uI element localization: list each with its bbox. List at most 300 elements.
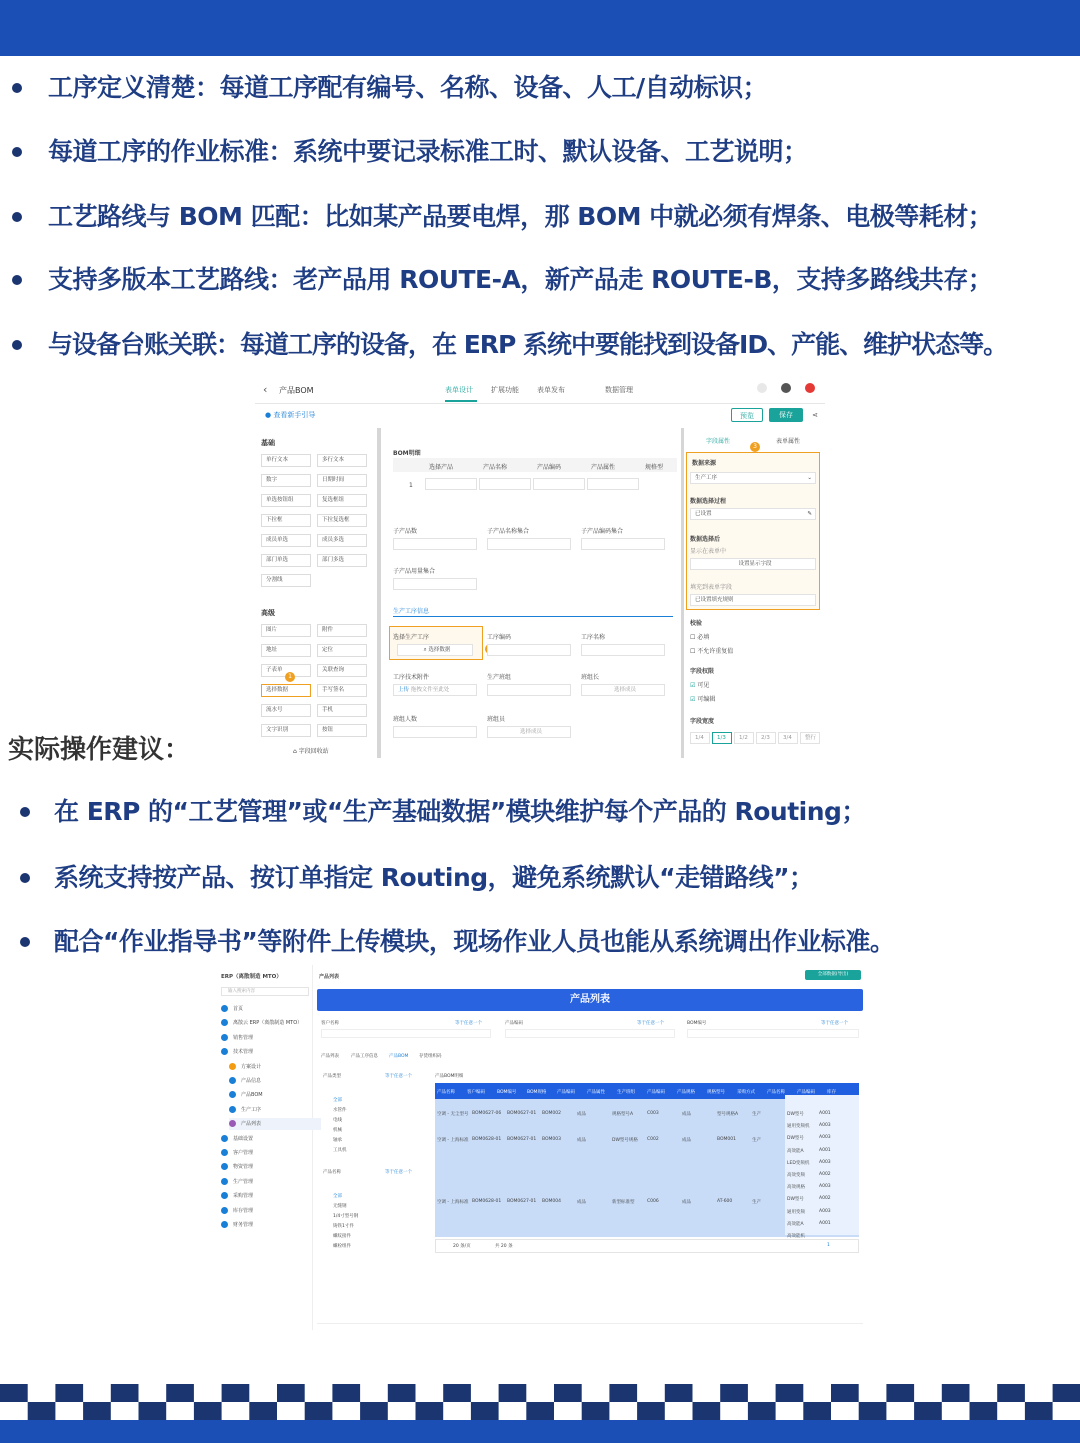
table-cell: 生产: [752, 1112, 761, 1117]
tree-item[interactable]: 机械: [333, 1128, 342, 1133]
tree-item[interactable]: 轴承: [333, 1138, 342, 1143]
sub-tab-active[interactable]: 产品BOM: [389, 1054, 409, 1059]
filter-mode[interactable]: 等于任意一个: [821, 1021, 848, 1026]
field-label: 工序编码: [487, 634, 512, 641]
menu-icon: [221, 1034, 228, 1041]
bom-column: 选择产品: [429, 464, 454, 471]
component-item[interactable]: 单行文本: [261, 454, 311, 467]
chevron-left-icon[interactable]: ‹: [263, 383, 268, 396]
table-cell: 成品: [682, 1112, 691, 1117]
sub-tab[interactable]: 存货组织码: [419, 1054, 442, 1059]
table-cell: BOM001: [717, 1137, 737, 1142]
component-item[interactable]: 附件: [317, 624, 367, 637]
table-cell: BOM0628-01: [472, 1199, 502, 1204]
component-item[interactable]: 部门多选: [317, 554, 367, 567]
tab-form-props[interactable]: 表单属性: [776, 438, 801, 445]
field-input[interactable]: [393, 578, 477, 590]
sub-tab[interactable]: 产品列表: [321, 1054, 339, 1059]
filter-value: 已设置: [695, 511, 712, 517]
checker-square: [360, 1402, 388, 1420]
table-cell: 空调 - 上海标准: [437, 1200, 469, 1205]
component-item[interactable]: 日期时间: [317, 474, 367, 487]
width-label: 字段宽度: [690, 718, 715, 725]
component-item[interactable]: 数字: [261, 474, 311, 487]
checker-square: [83, 1402, 111, 1420]
sub-table-cell: DW型号: [787, 1136, 804, 1142]
sidebar-item-label: 采购管理: [233, 1193, 254, 1200]
checker-square: [803, 1402, 831, 1420]
bom-section-title: BOM明细: [393, 450, 421, 457]
app-title: ERP（离散制造 MTO）: [221, 974, 282, 980]
sidebar-item-label: 产品BOM: [241, 1092, 263, 1099]
field-input[interactable]: [393, 538, 477, 550]
sub-table-cell: LED变频机: [787, 1160, 810, 1166]
bullet-text: 每道工序的作业标准：系统中要记录标准工时、默认设备、工艺说明；: [48, 137, 808, 166]
width-option[interactable]: 1/2: [734, 732, 754, 744]
component-item[interactable]: 单选按钮组: [261, 494, 311, 507]
tab-form-design[interactable]: 表单设计: [445, 386, 473, 394]
column-header[interactable]: BOM规格: [527, 1090, 547, 1095]
bullet-text: 与设备台账关联：每道工序的设备，在 ERP 系统中要能找到设备ID、产能、维护状态等。: [48, 330, 1008, 359]
menu-icon: [221, 1192, 228, 1199]
sidebar-search[interactable]: 输入搜索内容: [221, 987, 309, 996]
checker-square: [222, 1384, 250, 1402]
column-header[interactable]: 库存: [827, 1090, 836, 1095]
checker-square: [720, 1384, 748, 1402]
width-option[interactable]: 2/3: [756, 732, 776, 744]
guide-link[interactable]: ● 查看新手引导: [265, 411, 316, 419]
component-item[interactable]: 子表单: [261, 664, 311, 677]
checker-square: [471, 1402, 499, 1420]
checker-square: [194, 1402, 222, 1420]
sidebar-item[interactable]: [229, 1075, 321, 1087]
checker-square: [499, 1384, 527, 1402]
table-cell: 成品: [577, 1112, 586, 1117]
checker-square: [0, 1384, 28, 1402]
bottom-banner-bar: [0, 1420, 1080, 1443]
bullet-text: 配合“作业指导书”等附件上传模块，现场作业人员也能从系统调出作业标准。: [54, 927, 895, 956]
guide-link-text: 查看新手引导: [273, 411, 316, 419]
bom-column: 产品名称: [483, 464, 508, 471]
footer-divider: [317, 1323, 863, 1324]
no-repeat-text: 不允许重复值: [697, 648, 734, 655]
field-input[interactable]: [487, 644, 571, 656]
fill-rule-value: 已设置填充规则: [695, 597, 734, 603]
save-button[interactable]: 保存: [769, 408, 803, 422]
column-header[interactable]: 产品编码: [647, 1090, 665, 1095]
sub-table-cell: 高效能A: [787, 1221, 804, 1227]
component-item-select-data[interactable]: 选择数据: [261, 684, 311, 697]
checker-square: [942, 1384, 970, 1402]
bullet-text: 工艺路线与 BOM 匹配：比如某产品要电焊，那 BOM 中就必须有焊条、电极等耗材；: [48, 202, 993, 231]
filter-label: 客户名称: [321, 1021, 339, 1026]
step-badge: 3: [750, 442, 760, 452]
bullet-dot: [20, 937, 30, 947]
filter-mode[interactable]: 等于任意一个: [385, 1170, 412, 1175]
component-item[interactable]: 定位: [317, 644, 367, 657]
tree-item[interactable]: 水管件: [333, 1108, 347, 1113]
upload-field[interactable]: [393, 684, 477, 696]
panel-scrollbar[interactable]: [377, 428, 381, 758]
bom-column: 产品编码: [537, 464, 562, 471]
checker-square: [886, 1384, 914, 1402]
checkbox-checked-icon: ☑: [690, 682, 696, 689]
decorative-checker-border: [0, 1384, 1080, 1420]
component-item[interactable]: 成员多选: [317, 534, 367, 547]
sidebar-item[interactable]: [221, 1046, 313, 1058]
tree-item[interactable]: 工具机: [333, 1148, 347, 1153]
menu-icon: [221, 1178, 228, 1185]
width-option[interactable]: 3/4: [778, 732, 798, 744]
bullet-dot: [12, 340, 22, 350]
basic-section-title: 基础: [261, 439, 275, 447]
panel-title: 产品类型: [323, 1074, 341, 1079]
column-header[interactable]: 规格型号: [707, 1090, 725, 1095]
top-banner-bar: [0, 0, 1080, 56]
fill-rule-setting[interactable]: [690, 594, 816, 606]
field-input[interactable]: [581, 538, 665, 550]
checkbox-checked-icon: ☑: [690, 696, 696, 703]
menu-icon: [221, 1135, 228, 1142]
section-heading: 实际操作建议：: [8, 735, 191, 765]
tree-item[interactable]: 1/4寸型号钢: [333, 1214, 359, 1219]
tab-field-props[interactable]: 字段属性: [706, 438, 731, 445]
export-button-label: 全部数据(导出): [817, 972, 849, 977]
sub-table-code: A002: [819, 1172, 831, 1177]
field-input[interactable]: [487, 684, 571, 696]
column-header[interactable]: 产品编码: [557, 1090, 575, 1095]
checker-square: [693, 1402, 721, 1420]
checker-square: [609, 1384, 637, 1402]
menu-icon: [221, 1005, 228, 1012]
bom-cell: [533, 478, 585, 490]
component-item[interactable]: 部门单选: [261, 554, 311, 567]
checker-square: [111, 1384, 139, 1402]
sub-table-code: A003: [819, 1135, 831, 1141]
edit-icon: ✎: [807, 511, 812, 517]
component-item[interactable]: 手机: [317, 704, 367, 717]
component-item[interactable]: 下拉框: [261, 514, 311, 527]
checker-square: [776, 1384, 804, 1402]
checker-square: [28, 1402, 56, 1420]
checker-square: [166, 1384, 194, 1402]
current-page[interactable]: 1: [827, 1243, 830, 1248]
upload-hint: 上传: [398, 687, 410, 693]
filter-label: 产品编码: [505, 1021, 523, 1026]
step-badge: 1: [285, 672, 295, 682]
field-label: 子产品编码集合: [581, 528, 624, 535]
advanced-section-title: 高级: [261, 609, 275, 617]
required-text: 必填: [697, 634, 710, 641]
bom-cell-select[interactable]: [425, 478, 477, 490]
column-header[interactable]: 产品名称: [437, 1090, 455, 1095]
recycle-bin-link[interactable]: ⌂ 字段回收站: [293, 748, 329, 755]
table-cell: C002: [647, 1137, 659, 1142]
total-count: 共 20 条: [495, 1244, 513, 1249]
bullet-dot: [12, 212, 22, 222]
field-label: 子产品名称集合: [487, 528, 530, 535]
component-item[interactable]: 地址: [261, 644, 311, 657]
table-cell: BOM003: [542, 1137, 562, 1142]
menu-icon: [221, 1207, 228, 1214]
component-item[interactable]: 手写签名: [317, 684, 367, 697]
menu-icon: [229, 1091, 236, 1098]
sidebar-item[interactable]: [221, 1032, 313, 1044]
field-input[interactable]: [581, 644, 665, 656]
sidebar-item[interactable]: [221, 1190, 313, 1202]
menu-icon: [229, 1063, 236, 1070]
after-select-label: 数据选择后: [690, 536, 721, 543]
table-cell: 型号规格A: [717, 1112, 739, 1117]
table-cell: 成品: [577, 1138, 586, 1143]
filter-setting[interactable]: [690, 508, 816, 520]
table-cell: 生产: [752, 1200, 761, 1205]
sub-table-cell: 高效能A: [787, 1148, 804, 1154]
editable-checkbox[interactable]: [690, 694, 715, 703]
component-item[interactable]: 多行文本: [317, 454, 367, 467]
component-item[interactable]: 复选框组: [317, 494, 367, 507]
sidebar-item[interactable]: [221, 1133, 313, 1145]
table-cell: DW型号规格: [612, 1138, 638, 1143]
filter-input[interactable]: [505, 1029, 675, 1038]
sub-tab[interactable]: 产品工序信息: [351, 1054, 378, 1059]
required-checkbox[interactable]: ☐ 必填: [690, 634, 710, 641]
sidebar-item-label: 产品列表: [241, 1121, 262, 1128]
no-repeat-checkbox[interactable]: ☐ 不允许重复值: [690, 648, 734, 655]
sub-table-cell: 通用变频机: [787, 1124, 810, 1130]
component-item[interactable]: 按钮: [317, 724, 367, 737]
component-panel: [255, 428, 377, 758]
table-cell: 新型标准型: [612, 1200, 635, 1205]
sidebar-item-label: 首页: [233, 1006, 244, 1012]
sidebar-item-label: 销售管理: [233, 1034, 254, 1041]
fill-rule-label: 填充到表单字段: [690, 584, 733, 591]
sidebar-item-label: 方案设计: [241, 1063, 262, 1070]
bom-cell: [479, 478, 531, 490]
permission-label: 字段权限: [690, 668, 715, 675]
bullet-dot: [20, 807, 30, 817]
column-header[interactable]: 产品名称: [767, 1090, 785, 1095]
table-title: 产品BOM明细: [435, 1074, 464, 1079]
checker-square: [831, 1384, 859, 1402]
component-item[interactable]: 关联查询: [317, 664, 367, 677]
column-header[interactable]: 产品规格: [677, 1090, 695, 1095]
product-list-screenshot: [215, 965, 865, 1330]
panel-title: 产品名称: [323, 1170, 341, 1175]
column-header[interactable]: 采购方式: [737, 1090, 755, 1095]
checker-square: [665, 1384, 693, 1402]
checker-square: [582, 1402, 610, 1420]
table-cell: BOM0627-01: [507, 1199, 537, 1204]
visible-checkbox[interactable]: [690, 680, 709, 689]
component-item[interactable]: 分割线: [261, 574, 311, 587]
show-field-button[interactable]: 设置显示字段: [690, 558, 816, 570]
data-source-select[interactable]: [690, 472, 816, 484]
filter-mode[interactable]: 等于任意一个: [385, 1074, 412, 1079]
bullet-item: [0, 792, 1080, 832]
field-label: 工序技术附件: [393, 674, 430, 681]
tree-item[interactable]: 铸铁1寸件: [333, 1224, 354, 1229]
sidebar-item-label: 生产管理: [233, 1178, 254, 1185]
sub-table-cell: DW型号: [787, 1112, 804, 1117]
sidebar-item-label: 生产工序: [241, 1106, 262, 1113]
column-header[interactable]: 产品属性: [587, 1090, 605, 1095]
preview-button[interactable]: 预览: [731, 408, 763, 422]
table-cell: 生产: [752, 1138, 761, 1143]
tree-item[interactable]: 螺纹接件: [333, 1234, 351, 1239]
bom-row-index: 1: [409, 482, 413, 489]
column-header[interactable]: BOM编号: [497, 1090, 517, 1095]
after-select-hint: 显示在表单中: [690, 548, 727, 555]
filter-input[interactable]: [687, 1029, 859, 1038]
tree-item[interactable]: 全部: [333, 1194, 342, 1199]
checker-square: [526, 1402, 554, 1420]
component-item[interactable]: 图片: [261, 624, 311, 637]
checker-square: [388, 1384, 416, 1402]
page-size-select[interactable]: 20 条/页: [453, 1244, 471, 1249]
bullet-text: 工序定义清楚：每道工序配有编号、名称、设备、人工/自动标识；: [48, 73, 768, 102]
table-cell: C003: [647, 1111, 659, 1116]
field-label: 子产品用量集合: [393, 568, 436, 575]
sidebar-item-label: 产品信息: [241, 1078, 262, 1084]
bullet-item: [0, 325, 1080, 365]
component-item[interactable]: 下拉复选框: [317, 514, 367, 527]
bullet-dot: [12, 83, 22, 93]
bullet-text: 系统支持按产品、按订单指定 Routing，避免系统默认“走错路线”；: [54, 863, 814, 892]
sidebar-item[interactable]: [221, 1219, 313, 1231]
menu-icon: [221, 1163, 228, 1170]
sidebar-item[interactable]: [229, 1089, 321, 1101]
component-item[interactable]: 文字识别: [261, 724, 311, 737]
sidebar-item[interactable]: [221, 1176, 313, 1188]
bom-cell: [587, 478, 639, 490]
field-label: 班组员: [487, 716, 506, 723]
checker-square: [443, 1384, 471, 1402]
tab-publish[interactable]: 表单发布: [537, 386, 565, 394]
filter-input[interactable]: [321, 1029, 491, 1038]
sub-table-code: A003: [819, 1123, 831, 1129]
share-icon[interactable]: ⋖: [812, 411, 818, 419]
sidebar-item[interactable]: [229, 1061, 321, 1073]
tree-item[interactable]: 电线: [333, 1118, 342, 1123]
member-select[interactable]: 选择成员: [487, 726, 571, 738]
sub-table-code: A001: [819, 1147, 831, 1153]
sub-table-code: A001: [819, 1111, 831, 1116]
sidebar-item[interactable]: [221, 1205, 313, 1217]
checker-square: [748, 1402, 776, 1420]
sidebar-item[interactable]: [221, 1017, 313, 1029]
column-header[interactable]: 客户编码: [467, 1090, 485, 1095]
tree-item[interactable]: 全部: [333, 1098, 342, 1103]
sub-table-cell: 高效变频: [787, 1173, 805, 1178]
sidebar-item[interactable]: [229, 1104, 321, 1116]
checker-square: [859, 1402, 887, 1420]
help-icon[interactable]: [781, 383, 791, 393]
checker-square: [305, 1402, 333, 1420]
table-cell: 空调 - 上海标准: [437, 1138, 469, 1143]
checker-square: [970, 1402, 998, 1420]
menu-icon: [229, 1077, 236, 1084]
select-data-text: 选择数据: [428, 647, 451, 653]
bullet-item: [0, 132, 1080, 172]
member-select[interactable]: 选择成员: [581, 684, 665, 696]
menu-icon: [221, 1048, 228, 1055]
field-label: 工序名称: [581, 634, 606, 641]
checker-square: [637, 1402, 665, 1420]
checker-square: [139, 1402, 167, 1420]
width-option[interactable]: 整行: [800, 732, 820, 744]
column-header[interactable]: 生产班组: [617, 1090, 635, 1095]
column-header[interactable]: 产品编码: [797, 1090, 815, 1095]
process-section-title: 生产工序信息: [393, 608, 430, 615]
product-list-banner: 产品列表: [317, 989, 863, 1011]
bullet-item: [0, 68, 1080, 108]
sub-table-code: A003: [819, 1184, 831, 1190]
bom-column: 产品属性: [591, 464, 616, 471]
sub-table-code: A001: [819, 1220, 831, 1226]
width-option[interactable]: 1/4: [690, 732, 710, 744]
sidebar-item[interactable]: [221, 1003, 313, 1015]
rocket-icon[interactable]: [757, 383, 767, 393]
checker-square: [277, 1384, 305, 1402]
tree-item[interactable]: 螺栓组件: [333, 1244, 351, 1249]
field-label: 子产品数: [393, 528, 418, 535]
sub-table-code: A003: [819, 1208, 831, 1214]
sidebar-item[interactable]: [229, 1118, 321, 1130]
table-cell: AT-600: [717, 1199, 733, 1204]
select-data-button[interactable]: ⌕ 选择数据: [397, 644, 473, 656]
field-input[interactable]: [487, 538, 571, 550]
tab-data-manage[interactable]: 数据管理: [605, 386, 633, 394]
menu-icon: [221, 1221, 228, 1228]
breadcrumb: 产品列表: [319, 974, 340, 980]
table-cell: BOM0627-06: [472, 1111, 502, 1116]
field-input[interactable]: [393, 726, 477, 738]
filter-mode[interactable]: 等于任意一个: [637, 1021, 664, 1026]
recycle-bin-text: 字段回收站: [298, 748, 329, 755]
table-cell: C006: [647, 1199, 659, 1204]
bom-column: 规格型: [645, 464, 664, 471]
filter-mode[interactable]: 等于任意一个: [455, 1021, 482, 1026]
bullet-item: [0, 858, 1080, 898]
sidebar-item[interactable]: [221, 1147, 313, 1159]
export-button[interactable]: [805, 970, 861, 980]
component-item[interactable]: 流水号: [261, 704, 311, 717]
table-cell: BOM002: [542, 1111, 562, 1116]
component-item[interactable]: 成员单选: [261, 534, 311, 547]
bullet-item: [0, 197, 1080, 237]
data-source-label: 数据来源: [692, 460, 717, 467]
width-option-active[interactable]: 1/3: [712, 732, 732, 744]
checker-pattern: [0, 1384, 1080, 1420]
field-label: 班组人数: [393, 716, 418, 723]
validate-label: 校验: [690, 620, 703, 627]
table-cell: 成品: [682, 1200, 691, 1205]
sub-table-cell: 高效能机: [787, 1234, 805, 1239]
checker-square: [55, 1384, 83, 1402]
table-cell: 成品: [577, 1200, 586, 1205]
notification-icon[interactable]: [805, 383, 815, 393]
sub-table-cell: 高效规格: [787, 1185, 805, 1191]
sidebar-item[interactable]: [221, 1161, 313, 1173]
checker-square: [249, 1402, 277, 1420]
tab-extensions[interactable]: 扩展功能: [491, 386, 519, 394]
data-source-value: 生产工序: [695, 475, 718, 481]
sub-table-cell: 通用变频: [787, 1209, 805, 1215]
table-cell: BOM0627-01: [507, 1137, 537, 1142]
table-cell: 空调 - 无尘型号: [437, 1112, 469, 1117]
tree-item[interactable]: 无缝钢: [333, 1204, 347, 1209]
